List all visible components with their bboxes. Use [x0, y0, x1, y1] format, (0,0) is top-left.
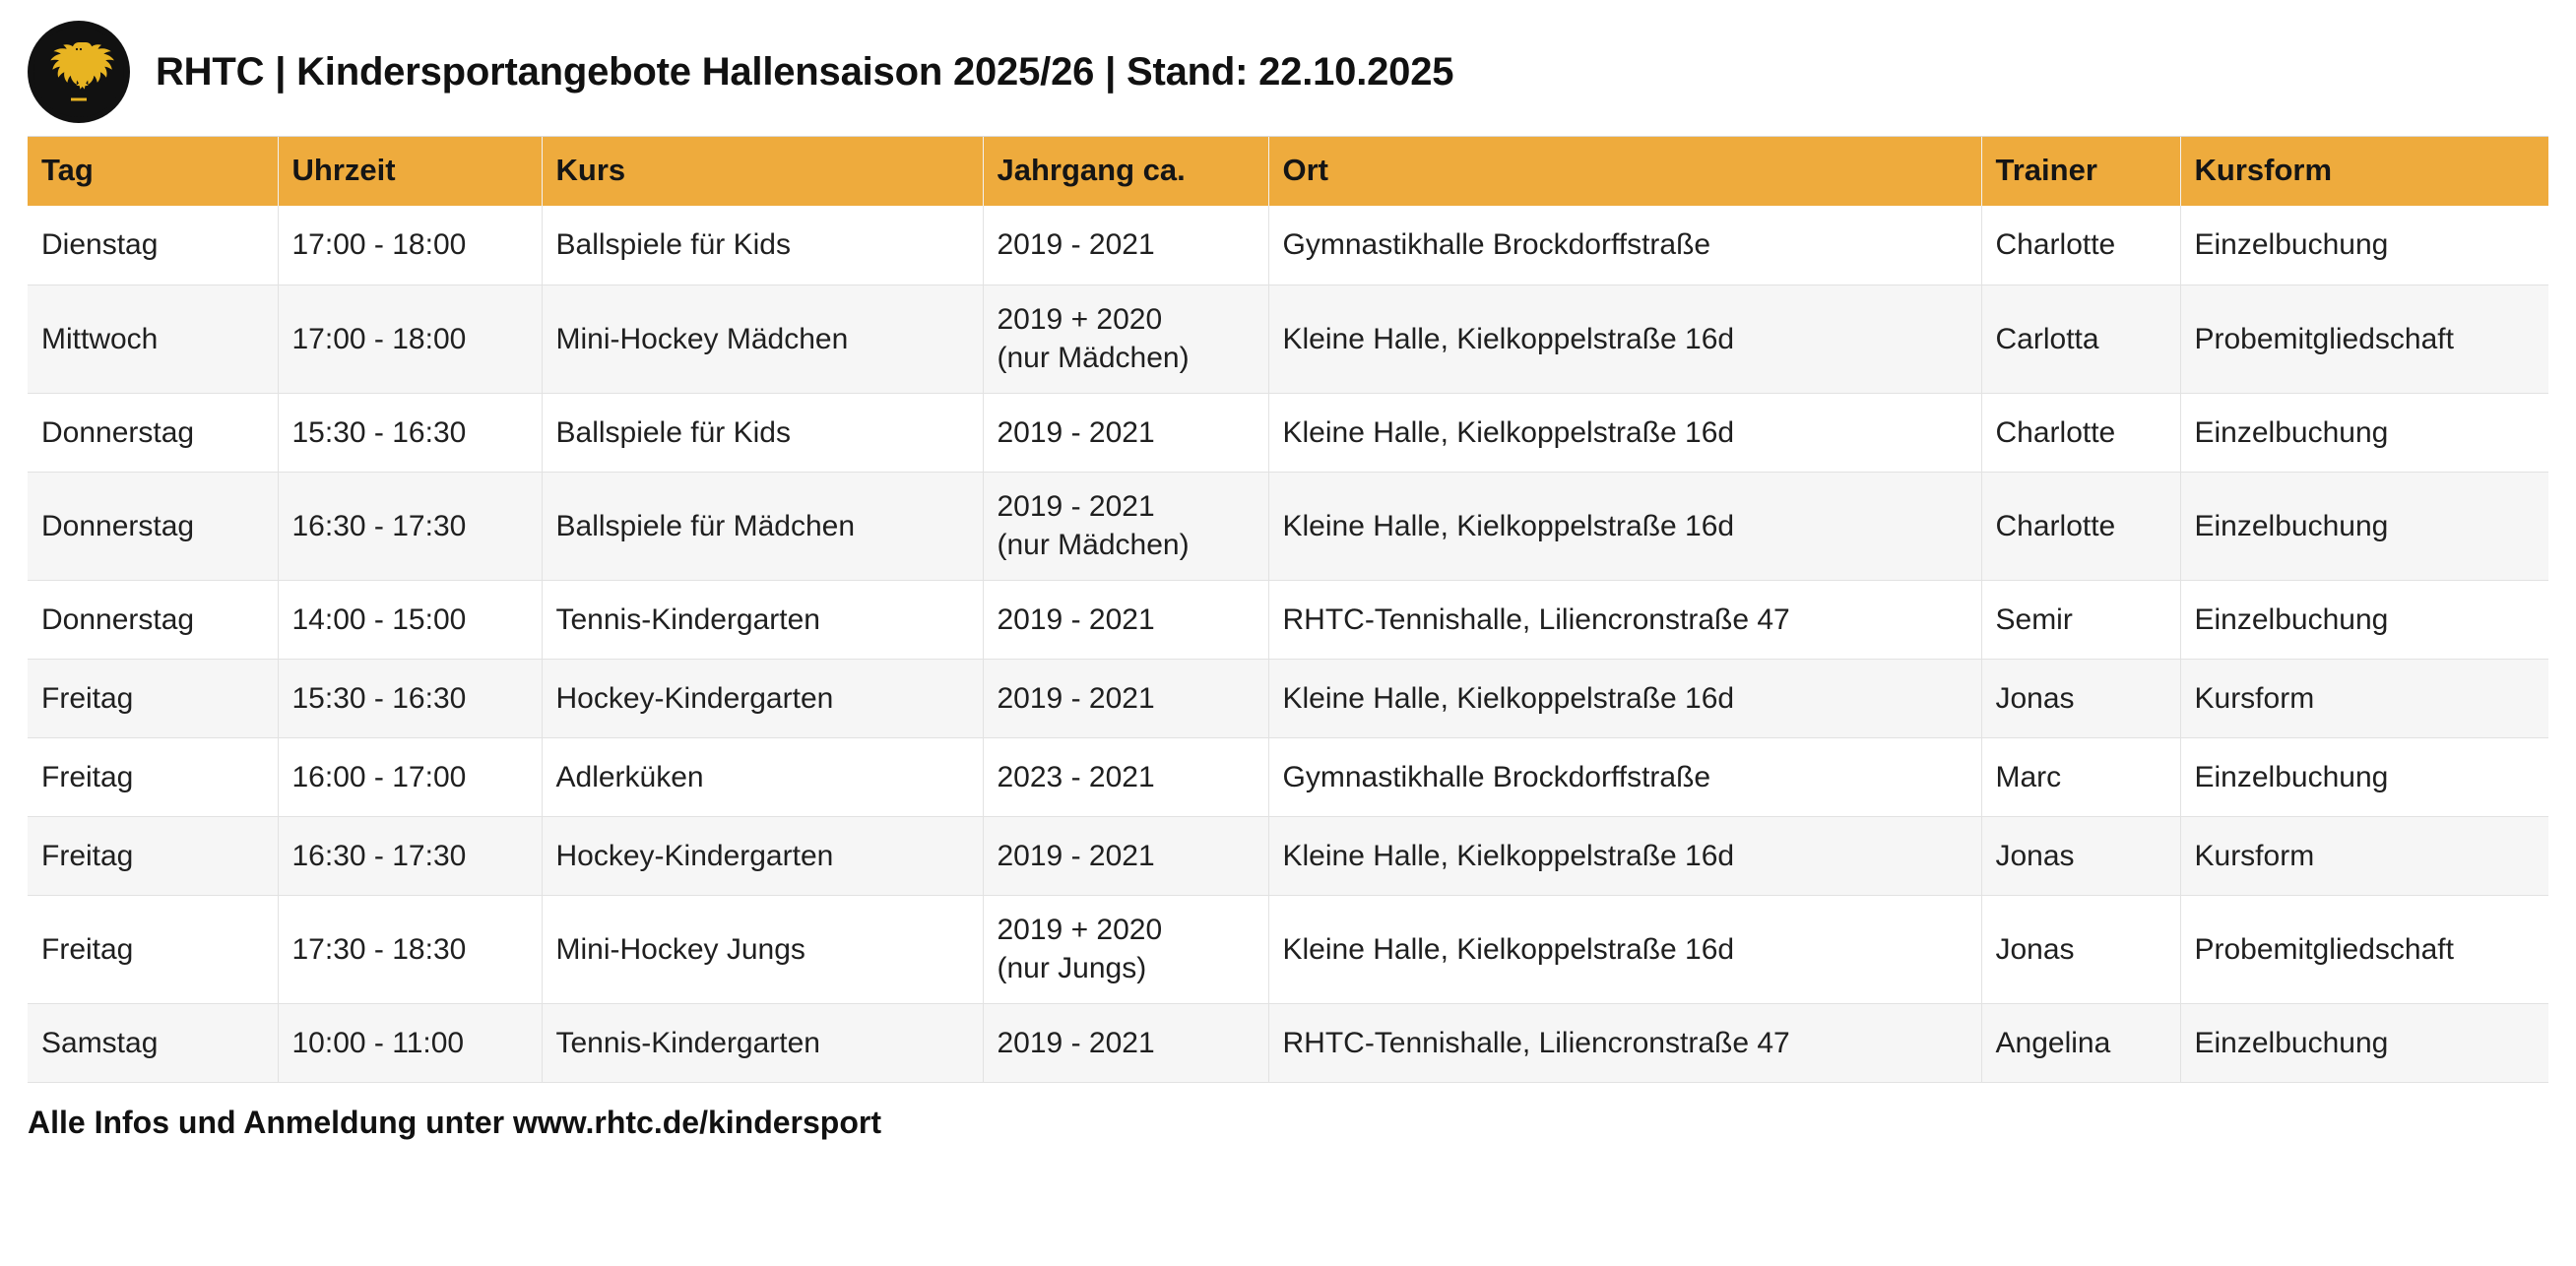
cell-jahrgang-main: 2019 - 2021 [997, 1026, 1155, 1059]
cell-jahrgang-main: 2019 + 2020 [997, 303, 1163, 336]
cell-jahrgang-note: (nur Mädchen) [997, 342, 1190, 374]
cell-trainer: Carlotta [1981, 285, 2180, 393]
cell-uhrzeit: 10:00 - 11:00 [278, 1003, 542, 1082]
cell-kursform: Kursform [2180, 659, 2548, 737]
cell-ort: Kleine Halle, Kielkoppelstraße 16d [1268, 895, 1981, 1003]
cell-jahrgang-main: 2019 - 2021 [997, 839, 1155, 872]
cell-jahrgang [983, 206, 1268, 285]
table-row [28, 393, 2548, 472]
cell-tag: Samstag [28, 1003, 278, 1082]
cell-tag: Dienstag [28, 206, 278, 285]
cell-jahrgang [983, 285, 1268, 393]
cell-trainer: Semir [1981, 580, 2180, 659]
column-header-tag: Tag [28, 137, 278, 206]
cell-trainer: Marc [1981, 737, 2180, 816]
cell-jahrgang-main: 2019 - 2021 [997, 602, 1155, 636]
schedule-table [28, 137, 2548, 1083]
column-header-kursform: Kursform [2180, 137, 2548, 206]
cell-trainer: Angelina [1981, 1003, 2180, 1082]
cell-jahrgang-note: (nur Jungs) [997, 952, 1147, 984]
cell-ort: Kleine Halle, Kielkoppelstraße 16d [1268, 816, 1981, 895]
cell-uhrzeit: 15:30 - 16:30 [278, 393, 542, 472]
column-header-trainer: Trainer [1981, 137, 2180, 206]
cell-jahrgang [983, 472, 1268, 580]
cell-trainer: Charlotte [1981, 206, 2180, 285]
cell-kursform: Einzelbuchung [2180, 737, 2548, 816]
cell-kurs: Hockey-Kindergarten [542, 659, 983, 737]
cell-uhrzeit: 16:00 - 17:00 [278, 737, 542, 816]
cell-uhrzeit: 17:00 - 18:00 [278, 206, 542, 285]
cell-jahrgang-main: 2019 + 2020 [997, 914, 1163, 946]
cell-ort: Kleine Halle, Kielkoppelstraße 16d [1268, 393, 1981, 472]
document-header [28, 14, 2548, 130]
column-header-kurs: Kurs [542, 137, 983, 206]
cell-kurs: Hockey-Kindergarten [542, 816, 983, 895]
cell-uhrzeit: 14:00 - 15:00 [278, 580, 542, 659]
cell-jahrgang-main: 2023 - 2021 [997, 760, 1155, 793]
cell-ort: Kleine Halle, Kielkoppelstraße 16d [1268, 285, 1981, 393]
cell-kursform: Einzelbuchung [2180, 472, 2548, 580]
cell-trainer: Jonas [1981, 659, 2180, 737]
cell-tag: Freitag [28, 659, 278, 737]
cell-trainer: Jonas [1981, 895, 2180, 1003]
table-row [28, 1003, 2548, 1082]
cell-kursform: Kursform [2180, 816, 2548, 895]
table-row [28, 737, 2548, 816]
table-row [28, 580, 2548, 659]
cell-kursform: Einzelbuchung [2180, 580, 2548, 659]
cell-kursform: Einzelbuchung [2180, 393, 2548, 472]
cell-uhrzeit: 17:00 - 18:00 [278, 285, 542, 393]
cell-tag: Freitag [28, 737, 278, 816]
cell-tag: Mittwoch [28, 285, 278, 393]
table-row [28, 285, 2548, 393]
footer-note: Alle Infos und Anmeldung unter www.rhtc.de/kindersport [28, 1104, 881, 1140]
cell-jahrgang [983, 580, 1268, 659]
table-row [28, 816, 2548, 895]
table-row [28, 206, 2548, 285]
cell-kursform: Einzelbuchung [2180, 206, 2548, 285]
cell-jahrgang-main: 2019 - 2021 [997, 681, 1155, 715]
cell-tag: Freitag [28, 895, 278, 1003]
eagle-crest-icon [28, 21, 130, 123]
cell-jahrgang [983, 737, 1268, 816]
column-header-jahrgang: Jahrgang ca. [983, 137, 1268, 206]
column-header-ort: Ort [1268, 137, 1981, 206]
cell-kurs: Mini-Hockey Jungs [542, 895, 983, 1003]
cell-kurs: Ballspiele für Kids [542, 206, 983, 285]
cell-trainer: Charlotte [1981, 472, 2180, 580]
cell-uhrzeit: 16:30 - 17:30 [278, 816, 542, 895]
cell-kurs: Tennis-Kindergarten [542, 1003, 983, 1082]
column-header-uhrzeit: Uhrzeit [278, 137, 542, 206]
cell-jahrgang-note: (nur Mädchen) [997, 529, 1190, 561]
cell-tag: Donnerstag [28, 393, 278, 472]
cell-kurs: Mini-Hockey Mädchen [542, 285, 983, 393]
cell-ort: RHTC-Tennishalle, Liliencronstraße 47 [1268, 580, 1981, 659]
cell-jahrgang [983, 659, 1268, 737]
cell-jahrgang [983, 816, 1268, 895]
cell-kurs: Ballspiele für Mädchen [542, 472, 983, 580]
cell-ort: Kleine Halle, Kielkoppelstraße 16d [1268, 659, 1981, 737]
table-header-row [28, 137, 2548, 206]
table-row [28, 659, 2548, 737]
cell-jahrgang-main: 2019 - 2021 [997, 228, 1155, 262]
page-title: RHTC | Kindersportangebote Hallensaison 2025/26 | Stand: 22.10.2025 [156, 49, 1454, 94]
cell-uhrzeit: 17:30 - 18:30 [278, 895, 542, 1003]
cell-jahrgang [983, 1003, 1268, 1082]
cell-trainer: Jonas [1981, 816, 2180, 895]
cell-ort: Gymnastikhalle Brockdorffstraße [1268, 737, 1981, 816]
cell-kurs: Adlerküken [542, 737, 983, 816]
cell-kurs: Tennis-Kindergarten [542, 580, 983, 659]
schedule-table-wrapper [28, 136, 2548, 1083]
cell-jahrgang-main: 2019 - 2021 [997, 415, 1155, 449]
cell-tag: Donnerstag [28, 580, 278, 659]
cell-kursform: Probemitgliedschaft [2180, 895, 2548, 1003]
cell-kursform: Einzelbuchung [2180, 1003, 2548, 1082]
cell-ort: Gymnastikhalle Brockdorffstraße [1268, 206, 1981, 285]
cell-uhrzeit: 16:30 - 17:30 [278, 472, 542, 580]
cell-kurs: Ballspiele für Kids [542, 393, 983, 472]
cell-uhrzeit: 15:30 - 16:30 [278, 659, 542, 737]
table-row [28, 895, 2548, 1003]
cell-trainer: Charlotte [1981, 393, 2180, 472]
cell-jahrgang [983, 895, 1268, 1003]
table-row [28, 472, 2548, 580]
cell-jahrgang [983, 393, 1268, 472]
cell-jahrgang-main: 2019 - 2021 [997, 490, 1155, 523]
cell-ort: RHTC-Tennishalle, Liliencronstraße 47 [1268, 1003, 1981, 1082]
cell-tag: Donnerstag [28, 472, 278, 580]
cell-kursform: Probemitgliedschaft [2180, 285, 2548, 393]
cell-ort: Kleine Halle, Kielkoppelstraße 16d [1268, 472, 1981, 580]
cell-tag: Freitag [28, 816, 278, 895]
